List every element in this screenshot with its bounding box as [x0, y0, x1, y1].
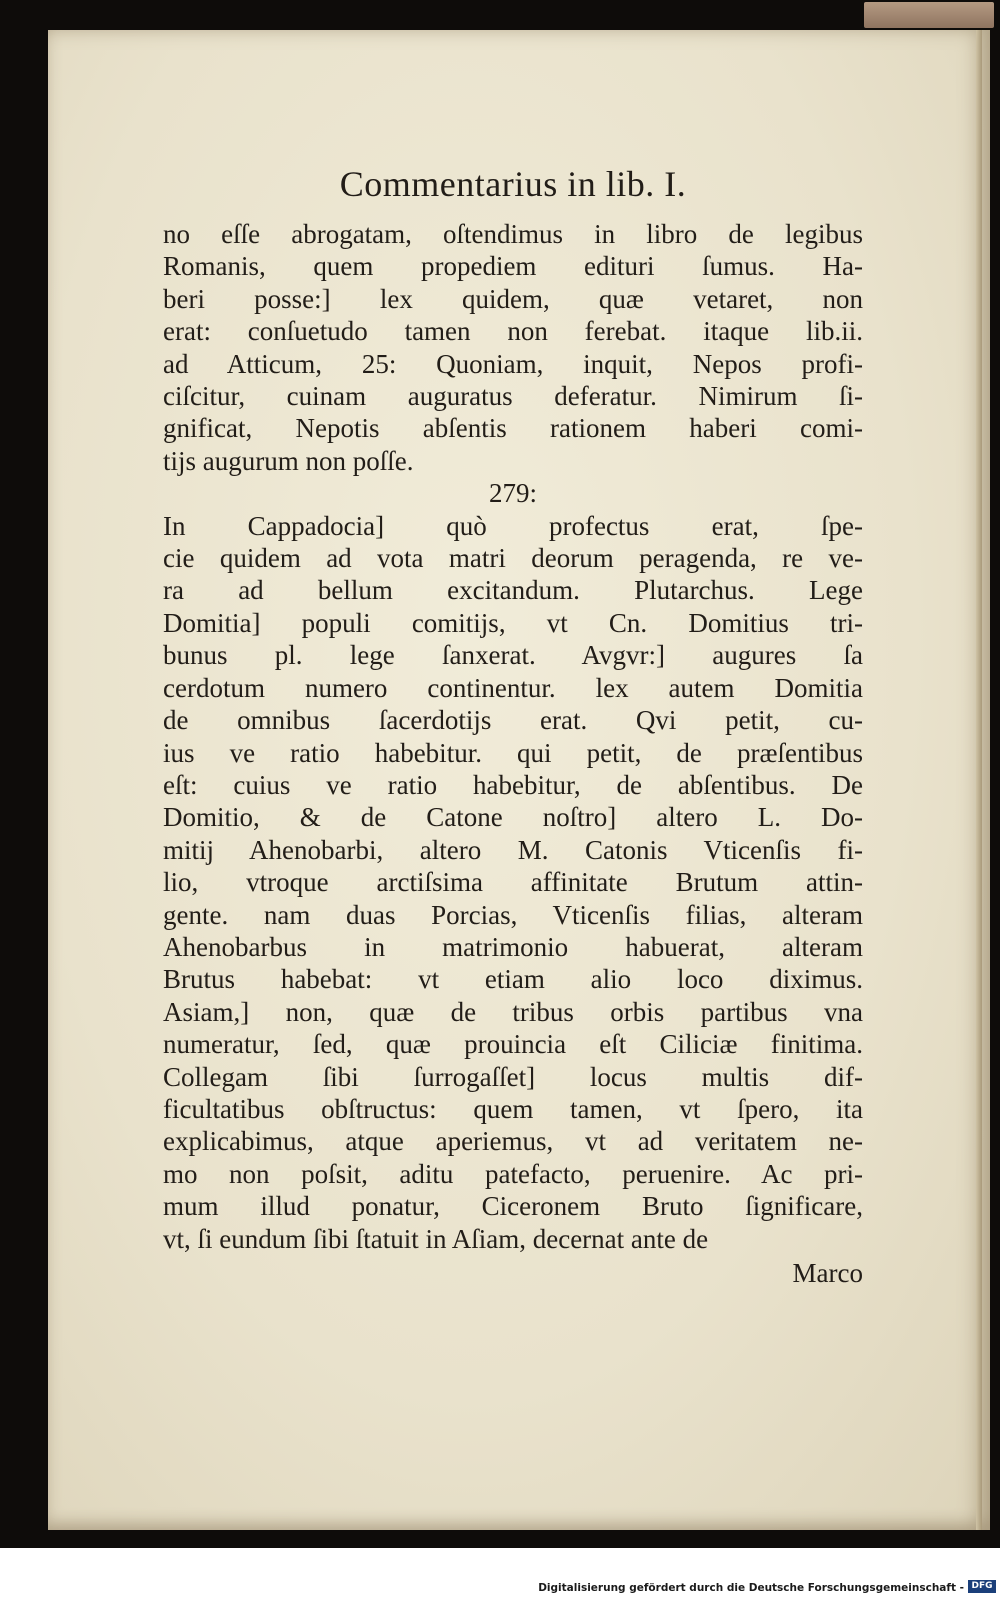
text-line: mum illud ponatur, Ciceronem Bruto ſignificare, [163, 1191, 863, 1222]
text-line: ciſcitur, cuinam auguratus deferatur. Nimirum ſi- [163, 381, 863, 412]
footer-bar [0, 1548, 1000, 1597]
text-line: ad Atticum, 25: Quoniam, inquit, Nepos profi- [163, 348, 863, 379]
text-line: no eſſe abrogatam, oſtendimus in libro de legibus [163, 219, 863, 249]
page-corner-tab [864, 2, 994, 28]
text-line: eſt: cuius ve ratio habebitur, de abſentibus. De [163, 769, 863, 800]
text-line: erat: conſuetudo tamen non ferebat. itaque lib.ii. [163, 316, 863, 347]
text-line: Domitio, & de Catone noſtro] altero L. Do- [163, 802, 863, 833]
text-line: Domitia] populi comitijs, vt Cn. Domitius tri- [163, 607, 863, 638]
text-line: Ahenobarbus in matrimonio habuerat, alteram [163, 931, 863, 962]
text-line: ius ve ratio habebitur. qui petit, de præſentibus [163, 737, 863, 768]
text-line: Asiam,] non, quæ de tribus orbis partibus vna [163, 996, 863, 1027]
text-line: gente. nam duas Porcias, Vticenſis filias, alteram [163, 899, 863, 930]
text-line: numeratur, ſed, quæ prouincia eſt Ciliciæ finitima. [163, 1029, 863, 1060]
text-line: lio, vtroque arctiſsima affinitate Brutum attin- [163, 867, 863, 898]
text-line: cerdotum numero continentur. lex autem Domitia [163, 672, 863, 703]
text-line: ra ad bellum excitandum. Plutarchus. Lege [163, 575, 863, 606]
text-line: gnificat, Nepotis abſentis rationem haberi comi- [163, 413, 863, 444]
page-text-block [163, 160, 863, 1289]
text-line: beri posse:] lex quidem, quæ vetaret, non [163, 283, 863, 314]
paragraph-2 [163, 510, 863, 1255]
text-line: mo non poſsit, aditu patefacto, peruenire. Ac pri- [163, 1158, 863, 1189]
page-edge [976, 30, 982, 1530]
text-line: Romanis, quem propediem edituri ſumus. Ha- [163, 251, 863, 282]
footer-credit: Digitalisierung gefördert durch die Deutsche Forschungsgemeinschaft - [538, 1582, 964, 1594]
text-line: ficultatibus obſtructus: quem tamen, vt ſpero, ita [163, 1093, 863, 1124]
paragraph-1 [163, 218, 863, 477]
catchword: Marco [792, 1258, 863, 1288]
dfg-logo: DFG [968, 1580, 996, 1593]
text-line: In Cappadocia] quò profectus erat, ſpe- [163, 510, 863, 541]
text-line: mitij Ahenobarbi, altero M. Catonis Vticenſis fi- [163, 834, 863, 865]
text-line: tijs augurum non poſſe. [163, 445, 414, 476]
text-line: bunus pl. lege ſanxerat. Avgvr:] augures ſa [163, 640, 863, 671]
text-line: explicabimus, atque aperiemus, vt ad veritatem ne- [163, 1126, 863, 1157]
text-line: de omnibus ſacerdotijs erat. Qvi petit, cu- [163, 705, 863, 736]
text-line: cie quidem ad vota matri deorum peragenda, re ve- [163, 543, 863, 574]
text-line: Brutus habebat: vt etiam alio loco diximus. [163, 964, 863, 995]
section-number: 279: [488, 478, 537, 509]
running-head: Commentarius in lib. I. [339, 164, 687, 204]
text-line: Collegam ſibi ſurrogaſſet] locus multis dif- [163, 1061, 863, 1092]
text-line: vt, ſi eundum ſibi ſtatuit in Aſiam, decernat ante de [163, 1223, 709, 1254]
